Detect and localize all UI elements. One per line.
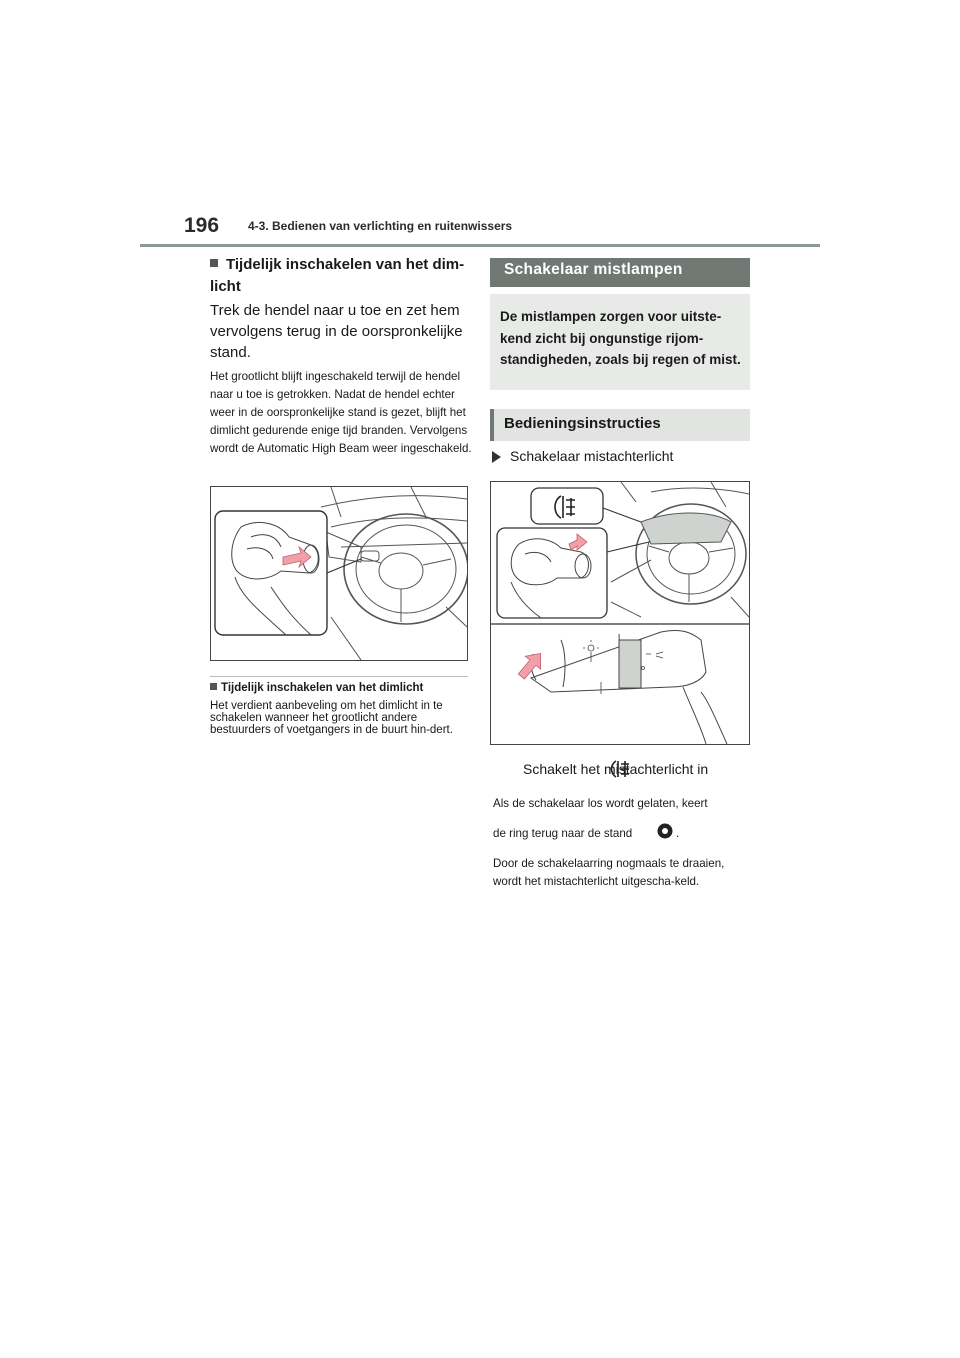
left-intro: Trek de hendel naar u toe en zet hem vervolgens terug in de oorspronkelijke stand. — [210, 302, 463, 361]
note-divider — [210, 676, 468, 677]
header-rule — [140, 244, 820, 247]
intro-box — [490, 294, 750, 390]
left-heading-text: Tijdelijk inschakelen van het dim-licht — [210, 256, 465, 295]
note-title-text: Tijdelijk inschakelen van het dimlicht — [221, 682, 424, 694]
note-text: Het verdient aanbeveling om het dimlicht in te schakelen wanneer het grootlicht andere bestuurders of voetgangers in de buurt hin-dert. — [210, 700, 453, 736]
section-title: Schakelaar mistlampen — [504, 261, 683, 278]
switch-off-paragraph: Door de schakelaarring nogmaals te draaien, wordt het mistachterlicht uitgescha-keld. — [493, 857, 725, 888]
left-heading — [210, 254, 470, 298]
figure-dimlight-lever — [210, 486, 468, 661]
note-title — [210, 682, 468, 694]
icon-caption: Schakelt het mistachterlicht in — [523, 761, 709, 777]
square-bullet-icon — [210, 683, 217, 690]
dimlight-lever-illustration — [211, 487, 467, 660]
ring-neutral-icon — [656, 822, 674, 840]
ring-paragraph-end: . — [676, 827, 680, 840]
ring-paragraph: de ring terug naar de stand — [493, 827, 633, 840]
step-label: Schakelaar mistachterlicht — [510, 448, 674, 464]
intro-text: De mistlampen zorgen voor uitste-kend zicht bij ongunstige rijom-standigheden, zoals bij regen of mist. — [500, 309, 741, 367]
subsection-title: Bedieningsinstructies — [504, 415, 661, 432]
figure-rear-fog-switch — [490, 481, 750, 745]
rear-fog-switch-illustration — [491, 482, 749, 744]
square-bullet-icon — [210, 259, 218, 267]
section-header: 4-3. Bedienen van verlichting en ruitenwissers — [248, 219, 513, 233]
left-body: Het grootlicht blijft ingeschakeld terwijl de hendel naar u toe is getrokken. Nadat de hendel echter weer in de oorspronkelijke stand is gezet, blijft het dimlicht gedurende enige tijd branden. Vervolgens wordt de Automatic High Beam weer ingeschakeld. — [210, 370, 472, 455]
subsection-band — [490, 409, 750, 441]
section-title-band — [490, 258, 750, 287]
step-triangle-icon — [492, 451, 501, 463]
page-number: 196 — [184, 214, 220, 237]
release-paragraph: Als de schakelaar los wordt gelaten, keert — [493, 797, 708, 810]
